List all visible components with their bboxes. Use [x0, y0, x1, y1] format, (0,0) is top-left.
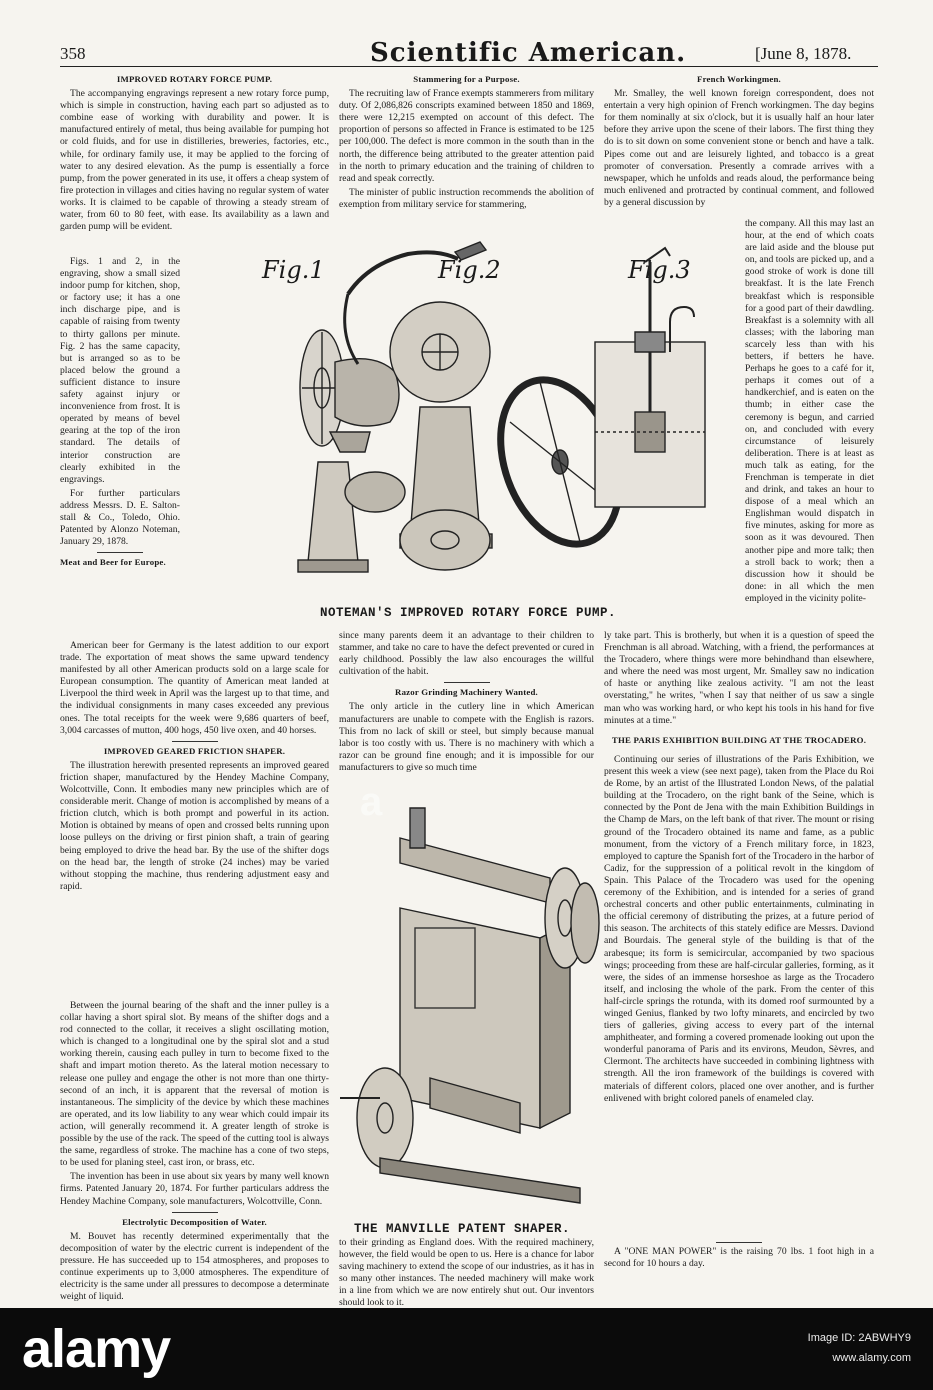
paragraph: since many parents deem it an advantage to their children to stammer, and take no care to have the defect prevented or cured in early childhood. Possibly the law also encourages the willful cultivation of the habit.	[339, 630, 594, 678]
paragraph: Figs. 1 and 2, in the engraving, show a small sized indoor pump for kitchen, shop, or factory use; it has a one inch discharge pipe, and is capable of raising from twenty to thirty gallons per minute. Fig. 2 has the same capacity, but is arranged so as to be placed below the ground a sufficient distance to insure safety against injury or inconvenience from frost. It is operated by means of bevel gearing at the top of the iron standard. The details of interior construction are clearly exhibited in the engravings.	[60, 256, 180, 485]
paragraph: The invention has been in use about six years by many well known firms. Patented January 20, 1874. For further particulars address the Hendey Machine Company, sole manufacturers, Wolcottville, Conn.	[60, 1171, 329, 1207]
paragraph: The illustration herewith presented represents an improved geared friction shaper, manufactured by the Hendey Machine Company, Wolcottville, Conn. It embodies many new principles which are of considerable merit. Change of motion is accomplished by means of a friction clutch, which is both prompt and powerful in its action. Motion is obtained by means of open and crossed belts running upon loose pulleys on the driving or first pinion shaft, a train of gearing being employed to drive the head bar. By the use of the shifter dogs on the head bar, the length of stroke (24 inches) may be varied without stopping the machine, thus rendering adjustment easy and rapid.	[60, 759, 329, 892]
divider	[172, 741, 218, 742]
column-2-bottom	[339, 1237, 594, 1309]
rotary-pump-engraving	[240, 222, 740, 602]
column-2-mid	[339, 630, 594, 788]
issue-date: [June 8, 1878.	[755, 44, 852, 63]
masthead: Scientific American.	[370, 38, 687, 68]
heading-stammering: Stammering for a Purpose.	[413, 74, 520, 84]
paragraph: The minister of public instruction recommends the abolition of exemption from military service for stammering,	[339, 186, 594, 210]
shaper-caption: THE MANVILLE PATENT SHAPER.	[354, 1222, 571, 1236]
column-3-bottom	[604, 754, 874, 1234]
paragraph: ly take part. This is brotherly, but when it is a question of speed the Frenchman is all abroad. Watching, with a friend, the performances at the Trocadero, where things were more behindhand than elsewhere, and where the need was most urgent, Mr. Smalley saw no indication of haste or anything like zealous activity. "I am not the least overstating," he writes, "when I say that neither of us saw a single man who was working hard, or who kept his tools in his hand for five minutes at a time."	[604, 630, 874, 726]
image-id: Image ID: 2ABWHY9	[807, 1332, 911, 1344]
paragraph: to their grinding as England does. With the required machinery, however, the field would be open to us. Here is a chance for labor saving machinery to extend the scope of our industries, as it has in so many other instances. The needed machinery will make work in a line from which we are now entirely shut out. Our inventors should look to it.	[339, 1237, 594, 1309]
column-3-top	[604, 71, 874, 221]
column-3-mid	[604, 630, 874, 730]
column-1-mid	[60, 640, 329, 1020]
paragraph: The accompanying engravings represent a new rotary force pump, which is simple in construction, having each part so adjusted as to combine ease of working with durability and power. It is manufactured entirely of metal, thus being available for pumping hot or cold fluids, and for use in distilleries, breweries, factories, etc., while, for ordinary family use, it may be applied to the forcing of water to any desired elevation. As the pump is essentially a force pump, from the power generated in its use, it offers a cheap system of fire protection in villages and cities having no regular system of water works. It is claimed to be capable of throwing a steady stream of water, from 60 to 80 feet, with ease. Its availability as a lawn and garden pump will be evident.	[60, 88, 329, 233]
heading-french-workingmen: French Workingmen.	[697, 74, 781, 84]
heading-rotary-pump: IMPROVED ROTARY FORCE PUMP.	[116, 74, 273, 84]
column-1-bottom	[60, 1000, 329, 1303]
divider	[716, 1242, 762, 1243]
page-number: 358	[60, 44, 86, 63]
heading-electrolytic: Electrolytic Decomposition of Water.	[122, 1216, 267, 1227]
header-rule	[60, 66, 878, 67]
column-3-narrow	[745, 218, 874, 626]
paragraph: the company. All this may last an hour, at the end of which coats are laid aside and the blouse put on, and tools are picked up, and a good stroke of work is done till breakfast. It is the late French breakfast which is responsible for a good part of their dawdling. Breakfast is a solemnity with all classes; with the laboring man scarcely less than with his betters, if betters he have. Perhaps he goes to a café for it, perhaps it comes out of a handkerchief, and is eaten on the thumb; in either case the ceremony is begun, and carried on, and concluded with every circumstance of leisurely deliberation. There is at least as much talk as eating, for the Frenchman is temperate in diet and drink, and takes an hour to dispose of a meal which an Englishman would dispatch in five minutes, asking for more as soon as it was devoured. Then another pipe and more talk; then a stroll back to work; then a discussion how it should be done: in all which the men employed in the vicinity polite-	[745, 218, 874, 604]
column-3-paris-head	[604, 732, 874, 754]
heading-razor: Razor Grinding Machinery Wanted.	[395, 687, 538, 698]
column-2-top	[339, 71, 594, 221]
heading-friction-shaper: IMPROVED GEARED FRICTION SHAPER.	[103, 745, 286, 756]
heading-paris-exhibition: THE PARIS EXHIBITION BUILDING AT THE TROCADERO.	[611, 735, 867, 745]
paragraph: Between the journal bearing of the shaft and the inner pulley is a collar having a short spiral slot. By means of the shifter dogs and a rod connected to the collar, it receives a slight oscillating motion, which is changed to a longitudinal one by the spiral slot and a stud working therein, causing each pulley in turn to become fixed to the shaft and impart motion thereto. As the lateral motion necessary to release one pulley and engage the other is not more than one thirty-second of an inch, it is apparent that the reversal of motion is instantaneous. The simplicity of the device by which these machines are operated, and its low liability to any wear which could impair its action, will generally recommend it. A greater length of stroke is possible by the use of the rack. The speed of the cutting tool is always the same, regardless of stroke. The machine has a cone of two steps, to be used for planing steel, cast iron, or brass, etc.	[60, 1000, 329, 1169]
pump-caption: NOTEMAN'S IMPROVED ROTARY FORCE PUMP.	[320, 606, 617, 620]
paragraph: Mr. Smalley, the well known foreign correspondent, does not entertain a very high opinion of French workingmen. The day begins for them nominally at six o'clock, but it is usually half an hour later before they arrive upon the scene of their labors. The first thing they do is to sit down on some convenient stone or bench and have a talk. Pipes come out and are leisurely lighted, and tobacco is a great promoter of conversation. Presently a comrade arrives with a newspaper, which he unfolds and reads aloud, the performance being much enlivened and protracted by continual comment, and followed by a general discussion by	[604, 88, 874, 208]
paragraph: M. Bouvet has recently determined experimentally that the decomposition of water by the electric current is independent of the pressure. He has succeeded up to 154 atmospheres, and proposes to continue experiments up to 3,000 atmospheres. The expenditure of electricity is the same under all pressures to decompose a determinate weight of liquid.	[60, 1230, 329, 1303]
divider	[444, 682, 490, 683]
alamy-logo: alamy	[22, 1319, 171, 1379]
paragraph: The only article in the cutlery line in which American manufacturers are unable to compete with the English is razors. This from no lack of skill or steel, but simply because manual labor is too costly with us. There is no machinery with which a razor can be ground fine enough; and it is impossible for our manufacturers to give so much time	[339, 701, 594, 773]
paragraph: The recruiting law of France exempts stammerers from military duty. Of 2,086,826 conscripts examined between 1850 and 1869, there were 12,215 exempted on account of this defect. The proportion of persons so affected in France is estimated to be 125 per 100,000. The defect is more common in the south than in the north, the difference being attributed to the greater attention paid in the north to primary education and the training of children to read and speak correctly.	[339, 88, 594, 184]
divider	[97, 552, 143, 553]
fig-2-label: Fig.2	[438, 256, 501, 284]
fig-3-label: Fig.3	[628, 256, 691, 284]
site-url: www.alamy.com	[832, 1352, 911, 1364]
column-1-narrow	[60, 256, 180, 646]
paragraph: A "ONE MAN POWER" is the raising 70 lbs. 1 foot high in a second for 10 hours a day.	[604, 1246, 874, 1270]
paragraph: Continuing our series of illustrations of the Paris Exhibition, we present this week a view (see next page), taken from the Place du Roi de Rome, by an artist of the Illustrated London News, of the palatial building at the Trocadero, on the right bank of the Seine, which is connected by the Pont de Jena with the main Exhibition Buildings in the Champ de Mars, on the left bank of that river. The mount or rising ground of the Trocadero obtained its name and fame, as a public monument, from the victory of a French military force, in 1823, employed to capture the Spanish fort of the Trocadero in the harbor of Cadiz, for the suppression of a political revolt in the kingdom of Spain. This Palace of the Trocadero was used for the opening ceremony of the Exhibition, and is intended for a series of grand orchestral concerts and other public entertainments, culminating in the official ceremony of distributing the prizes, at a future period of this season. The architects of this stately edifice are Messrs. Daviond and Bourdais. The general style of the building is that of the arabesque; its form is semicircular, accompanied by two spacious wings; proceeding from these are half-circular galleries, forming, as it were, the sides of an immense horseshoe as large as the Trocadero itself, and inclosing the whole of the park. From the center of this half-circle springs the rotunda, with its domed roof surmounted by a winged Genius, flanked by two lofty minarets, and encircled by two tiers of galleries, giving access to every part of the internal amphitheater, and forming a covered promenade looking out upon the wonderful panorama of Paris and its environs, Meudon, Sèvres, and Clermont. The architects have succeeded in combining lightness with strength. All the iron framework of the buildings is covered with materials of different colors, placed one over another, and is further enlivened with bright colored panels of enameled clay.	[604, 754, 874, 1104]
paragraph: For further particulars address Messrs. D. E. Salton-stall & Co., Toledo, Ohio. Patented by Alonzo Noteman, January 29, 1878.	[60, 487, 180, 548]
heading-meat-beer: Meat and Beer for Europe.	[60, 557, 166, 568]
divider	[172, 1212, 218, 1213]
manville-shaper-engraving	[340, 798, 610, 1218]
column-3-footer	[604, 1238, 874, 1298]
paragraph: American beer for Germany is the latest addition to our export trade. The exportation of meat shows the same upward tendency manifested by all other American products sold on a large scale for European consumption. The quantity of American meat landed at Liverpool the third week in April was the largest up to that time, and the individual consignments in many cases exceeded any previous ones. The total receipts for the week were 9,686 quarters of beef, 3,004 carcasses of mutton, 400 hogs, 450 live oxen, and 40 horses.	[60, 640, 329, 736]
watermark: a	[360, 780, 383, 824]
fig-1-label: Fig.1	[262, 256, 325, 284]
